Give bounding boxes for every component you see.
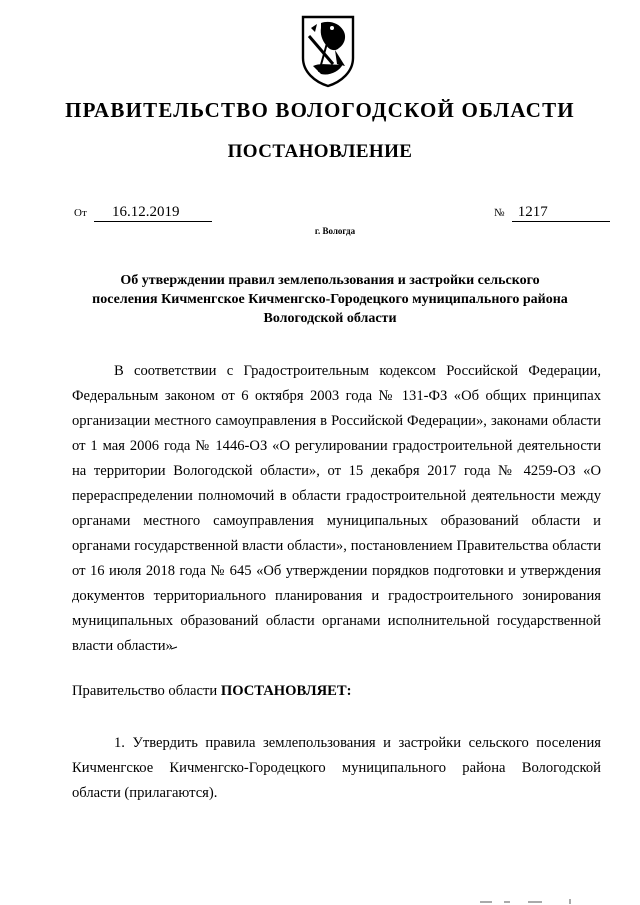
- date-label: От: [74, 207, 87, 219]
- resolve-line: [72, 679, 601, 704]
- pen-mark-icon: [170, 646, 178, 650]
- preamble-paragraph: В соответствии с Градостроительным кодексом Российской Федерации, Федеральным законом от 6 октября 2003 года № 131-ФЗ «Об общих принципах организации местного самоуправления в Российской Федерации», законами области от 1 мая 2006 года № 1446-ОЗ «О регулировании градостроительной деятельности на территории Вологодской области», от 15 декабря 2017 года № 4259-ОЗ «О перераспределении полномочий в области градостроительной деятельности между органами местного самоуправления муниципальных образований области и органами государственной власти области», постановлением Правительства области от 16 июля 2018 года № 645 «Об утверждении порядков подготовки и утверждения документов территориального планирования и градостроительного зонирования муниципальных образований области органами исполнительной государственной власти области»: [72, 363, 601, 654]
- government-title: ПРАВИТЕЛЬСТВО ВОЛОГОДСКОЙ ОБЛАСТИ: [65, 98, 575, 122]
- document-number: [494, 204, 610, 222]
- document-subject: Об утверждении правил землепользования и застройки сельского поселения Кичменгское Кичменгско-Городецкого муниципального района Вологодской области: [92, 273, 568, 326]
- vologda-coat-of-arms-icon: [299, 14, 357, 88]
- document-type: ПОСТАНОВЛЕНИЕ: [227, 141, 413, 162]
- document-date: [74, 204, 212, 222]
- resolve-keyword: ПОСТАНОВЛЯЕТ:: [220, 683, 352, 699]
- scan-artifact-icon: [470, 896, 610, 904]
- number-label: №: [494, 207, 505, 219]
- date-value: 16.12.2019: [94, 204, 212, 222]
- list-item: 1. Утвердить правила землепользования и застройки сельского поселения Кичменгское Кичменгско-Городецкого муниципального района Вологодской области (прилагаются).: [72, 735, 601, 801]
- resolve-prefix: Правительство области: [72, 683, 218, 699]
- number-value: 1217: [512, 204, 610, 222]
- city-name: г. Вологда: [314, 226, 356, 236]
